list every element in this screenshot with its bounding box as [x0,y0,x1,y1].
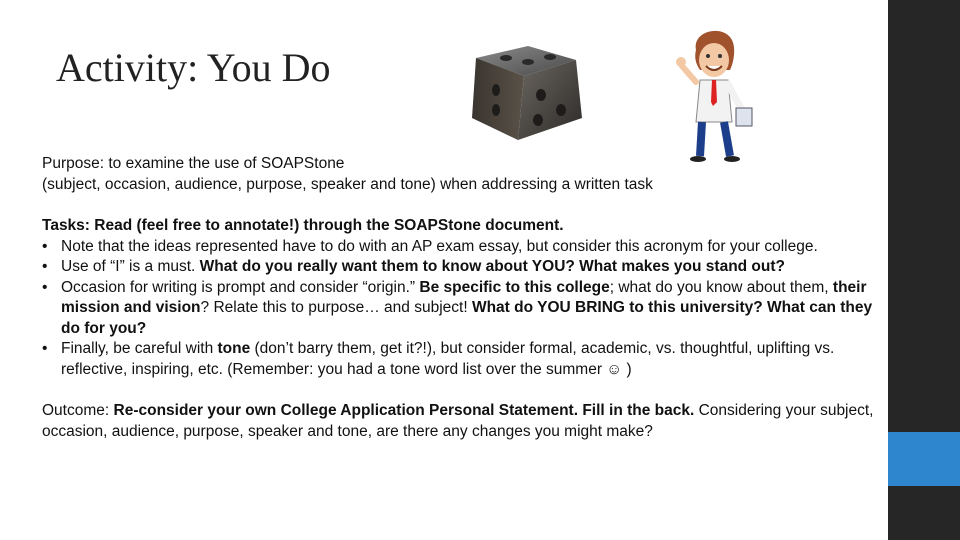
bullet-icon: • [42,258,48,275]
list-item: • Use of “I” is a must. What do you really want them to know about YOU? What makes you stand out? [42,257,882,278]
purpose-line-1: Purpose: to examine the use of SOAPStone [42,155,345,172]
sidebar-accent-block [888,432,960,486]
bullet-icon: • [42,237,48,255]
dice-image [466,40,588,148]
list-item: • Note that the ideas represented have to do with an AP exam essay, but consider this acronym for your college. [42,237,882,258]
tasks-list [42,237,882,381]
cartoon-person-image [674,22,760,164]
tasks-intro: Tasks: Read (feel free to annotate!) through the SOAPStone document. [42,217,564,234]
outcome-paragraph: Outcome: Re-consider your own College Application Personal Statement. Fill in the back. Considering your subject, occasion, audience, purpose, speaker and tone, are there any changes you might make? [42,402,874,440]
slide-body [42,154,882,442]
purpose-line-2: (subject, occasion, audience, purpose, speaker and tone) when addressing a written task [42,175,653,193]
sidebar-decoration [888,0,960,540]
list-item: • Finally, be careful with tone (don’t barry them, get it?!), but consider formal, academic, vs. thoughtful, uplifting vs. reflective, inspiring, etc. (Remember: you had a tone word list over the summer ☺ ) [42,340,835,378]
slide-title: Activity: You Do [56,45,331,90]
bullet-icon: • [42,340,48,357]
cartoon-person-icon [674,22,760,164]
list-item: • Occasion for writing is prompt and consider “origin.” Be specific to this college; what do you know about them, their mission and vision? Relate this to purpose… and subject! What do YOU BRING to this university? What can they do for you? [42,278,873,337]
bullet-icon: • [42,278,48,296]
dice-icon [466,40,588,148]
